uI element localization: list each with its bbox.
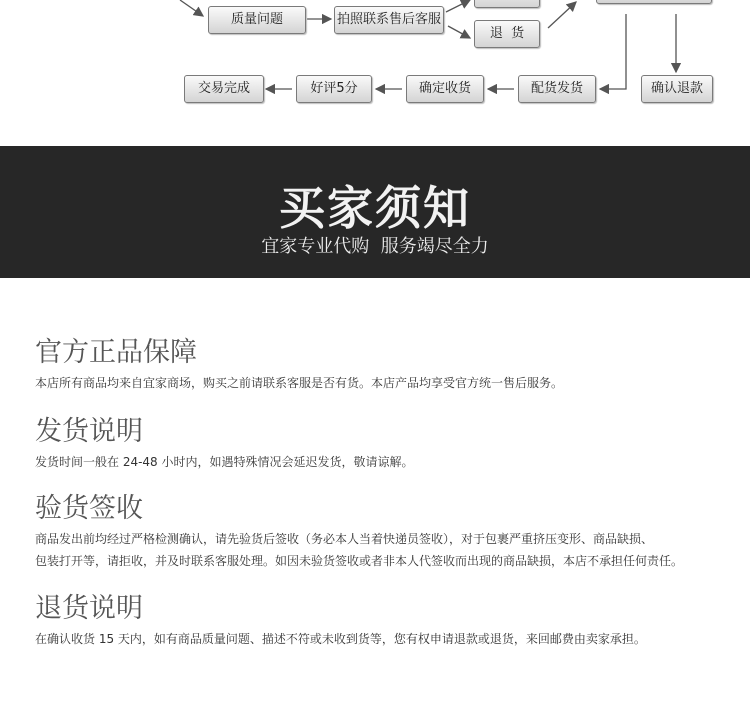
arrow-contact-up (446, 0, 470, 12)
section-heading: 退货说明 (35, 593, 143, 624)
section-text-line-2: 包装打开等，请拒收，并及时联系客服处理。如因未验货签收或者非本人代签收而出现的商品缺损，本店不承担任何责任。 (35, 554, 684, 568)
section-heading: 发货说明 (35, 416, 143, 447)
section-text: 发货时间一般在 24-48 小时内，如遇特殊情况会延迟发货，敬请谅解。 (35, 455, 414, 469)
flow-node-quality-problem: 质量问题 (208, 6, 306, 34)
section-heading: 官方正品保障 (35, 337, 197, 368)
flow-node-return-goods: 退 货 (474, 20, 540, 48)
arrow-bent-to-ship (600, 14, 626, 89)
flow-node-contact-service: 拍照联系售后客服 (334, 6, 444, 34)
flow-node-good-review: 好评5分 (296, 75, 372, 103)
return-flow-chart (0, 0, 750, 135)
section-shipping-info (35, 415, 745, 473)
section-heading: 验货签收 (35, 493, 143, 524)
buyer-notice-banner (0, 146, 750, 278)
arrow-contact-to-return (448, 26, 470, 38)
flow-node-confirm-refund: 确认退款 (641, 75, 713, 103)
section-authentic-guarantee (35, 336, 745, 394)
flow-node-ship-goods: 配货发货 (518, 75, 596, 103)
section-text: 在确认收货 15 天内，如有商品质量问题、描述不符或未收到货等，您有权申请退款或退货，来回邮费由卖家承担。 (35, 632, 646, 646)
arrow-into-quality (180, 0, 203, 16)
flow-node-confirm-receipt: 确定收货 (406, 75, 484, 103)
section-return-info (35, 592, 745, 650)
flow-node-trade-complete: 交易完成 (184, 75, 264, 103)
flow-node-partial-top (474, 0, 540, 8)
banner-title: 买家须知 (279, 181, 471, 235)
section-text: 本店所有商品均来自宜家商场，购买之前请联系客服是否有货。本店产品均享受官方统一售后服务。 (35, 376, 564, 390)
section-text-line-1: 商品发出前均经过严格检测确认，请先验货后签收（务必本人当着快递员签收），对于包裹严重挤压变形、商品缺损、 (35, 532, 654, 546)
section-inspection-signing (35, 492, 745, 572)
banner-subtitle: 宜家专业代购 服务竭尽全力 (261, 236, 489, 257)
arrow-return-up (548, 2, 576, 28)
flow-node-partial-top-right (596, 0, 712, 4)
